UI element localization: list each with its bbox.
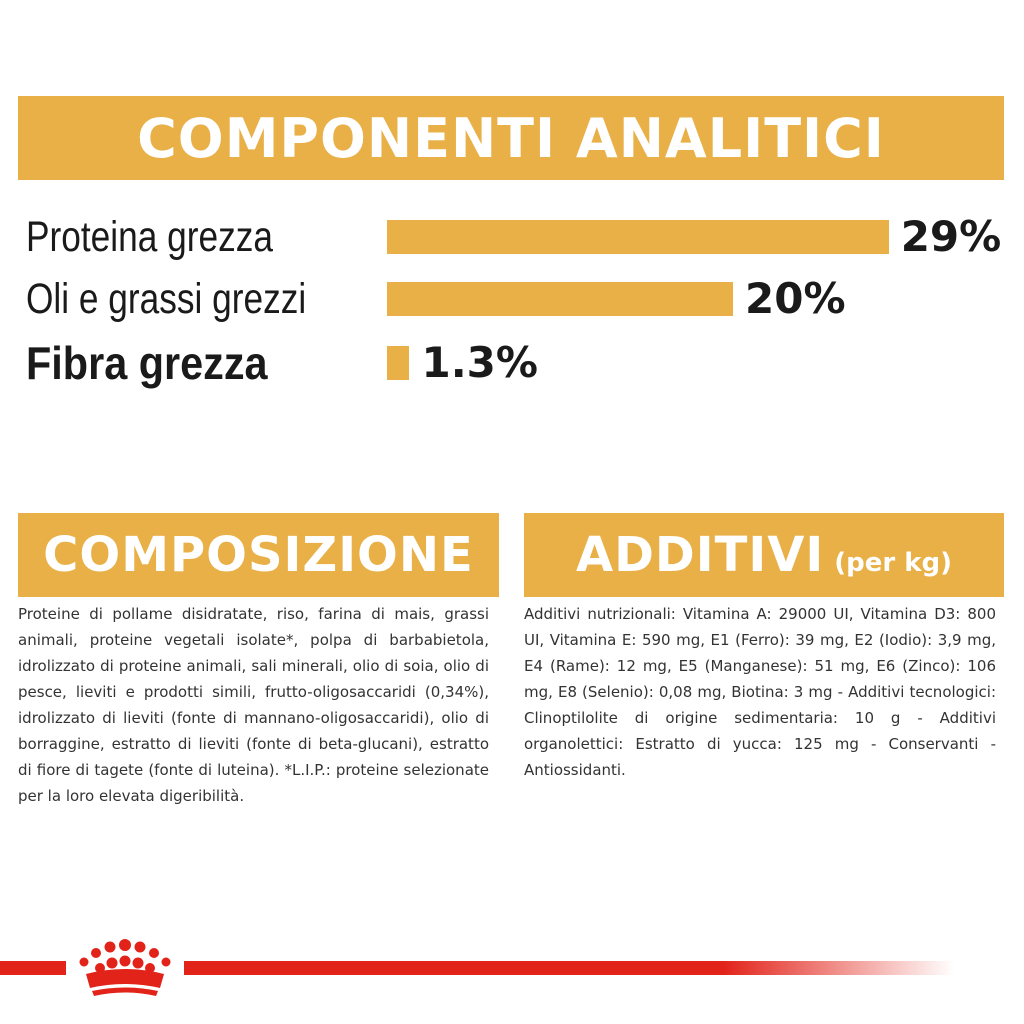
analytic-title-band (18, 96, 1004, 180)
analytic-value: 29% (900, 212, 1002, 261)
additives-title-band (524, 513, 1004, 597)
analytic-label: Proteina grezza (26, 213, 273, 261)
footer-line-left (0, 961, 66, 975)
analytic-row-protein (0, 207, 1024, 267)
crown-icon (72, 936, 178, 998)
analytic-row-fibre (0, 333, 1024, 393)
additives-text: Additivi nutrizionali: Vitamina A: 29000 UI, Vitamina D3: 800 UI, Vitamina E: 590 mg, E1 (Ferro): 39 mg, E2 (Iodio): 3,9 mg, E4 (Rame): 12 mg, E5 (Manganese): 51 mg, E6 (Zinco): 106 mg, E8 (Selenio): 0,08 mg, Biotina: 3 mg - Additivi tecnologici: Clinoptilolite di origine sedimentaria: 10 g - Additivi organolettici: Estratto di yucca: 125 mg - Conservanti - Antiossidanti. (524, 605, 996, 779)
analytic-bar (387, 282, 733, 316)
footer-line-right (184, 961, 954, 975)
composition-title-band (18, 513, 499, 597)
analytic-bar (387, 346, 409, 380)
analytic-label: Oli e grassi grezzi (26, 275, 307, 323)
analytic-bar (387, 220, 889, 254)
analytic-label: Fibra grezza (26, 337, 268, 389)
analytic-value: 20% (745, 274, 846, 323)
analytic-row-oils (0, 269, 1024, 329)
additives-title: ADDITIVI (575, 527, 825, 583)
analytic-value: 1.3% (421, 338, 538, 387)
composition-title: COMPOSIZIONE (43, 527, 474, 583)
additives-title-suffix: (per kg) (834, 548, 953, 578)
composition-text: Proteine di pollame disidratate, riso, farina di mais, grassi animali, proteine vegetali isolate*, polpa di barbabietola, idrolizzato di proteine animali, sali minerali, olio di soia, olio di pesce, lieviti e prodotti simili, frutto-oligosaccaridi (0,34%), idrolizzato di lieviti (fonte di mannano-oligosaccaridi), olio di borraggine, estratto di lieviti (fonte di beta-glucani), estratto di fiore di tagete (fonte di luteina). *L.I.P.: proteine selezionate per la loro elevata digeribilità. (18, 605, 489, 805)
analytic-title: COMPONENTI ANALITICI (137, 106, 885, 170)
